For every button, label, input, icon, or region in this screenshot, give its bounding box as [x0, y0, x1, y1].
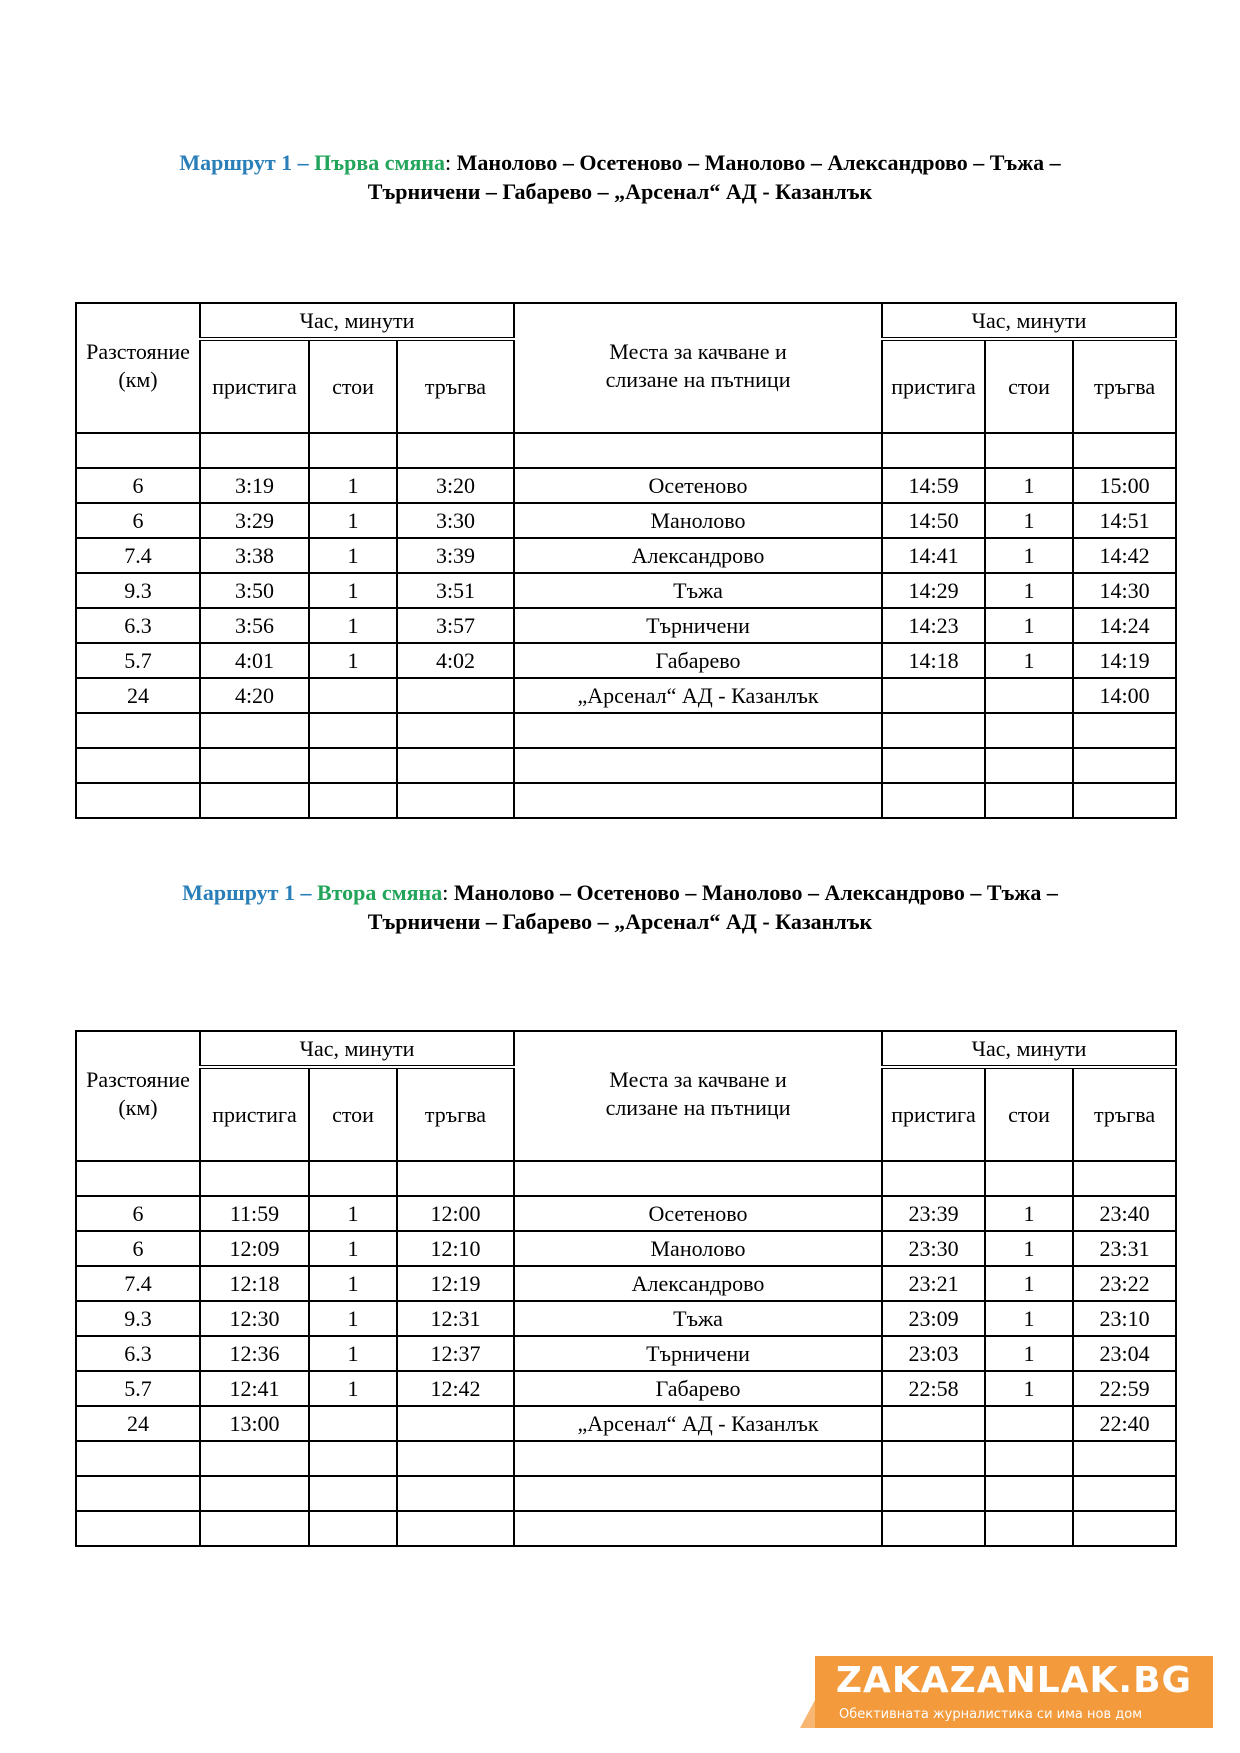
- return-stays-cell: 1: [985, 573, 1073, 608]
- stays-cell: [309, 1406, 397, 1441]
- arrives-header-right: пристига: [882, 1067, 985, 1161]
- stays-cell: 1: [309, 1266, 397, 1301]
- table-row: [76, 608, 1176, 643]
- stays-cell: 1: [309, 538, 397, 573]
- table-row: [76, 538, 1176, 573]
- header-row-1: [76, 303, 1176, 339]
- empty-cell: [309, 1161, 397, 1196]
- empty-cell: [200, 433, 309, 468]
- watermark-fold-icon: [800, 1700, 815, 1728]
- return-departs-cell: 14:24: [1073, 608, 1176, 643]
- empty-cell: [1073, 433, 1176, 468]
- places-header-line2: слизане на пътници: [605, 1095, 791, 1120]
- distance-cell: 6: [76, 1196, 200, 1231]
- empty-cell: [985, 1511, 1073, 1546]
- place-cell: „Арсенал“ АД - Казанлък: [514, 1406, 882, 1441]
- route-label: Маршрут 1: [182, 880, 295, 905]
- empty-cell: [882, 1511, 985, 1546]
- stays-cell: 1: [309, 608, 397, 643]
- empty-row: [76, 1511, 1176, 1546]
- return-departs-cell: 14:51: [1073, 503, 1176, 538]
- return-arrives-cell: 14:18: [882, 643, 985, 678]
- empty-cell: [985, 1161, 1073, 1196]
- title-colon: :: [442, 880, 449, 905]
- empty-cell: [985, 1441, 1073, 1476]
- distance-header-line2: (км): [118, 1095, 158, 1120]
- place-cell: Габарево: [514, 1371, 882, 1406]
- route-dash: –: [294, 880, 317, 905]
- return-departs-cell: 15:00: [1073, 468, 1176, 503]
- distance-header: [76, 1031, 200, 1161]
- arrives-cell: 12:30: [200, 1301, 309, 1336]
- watermark-logo: [815, 1656, 1213, 1728]
- empty-cell: [882, 1441, 985, 1476]
- return-arrives-cell: 23:03: [882, 1336, 985, 1371]
- empty-cell: [76, 748, 200, 783]
- route-title-second-shift: [0, 878, 1240, 936]
- empty-cell: [514, 748, 882, 783]
- return-stays-cell: 1: [985, 468, 1073, 503]
- return-stays-cell: 1: [985, 1266, 1073, 1301]
- return-stays-cell: 1: [985, 1336, 1073, 1371]
- departs-cell: 3:57: [397, 608, 514, 643]
- distance-cell: 7.4: [76, 1266, 200, 1301]
- empty-cell: [882, 713, 985, 748]
- empty-row: [76, 1441, 1176, 1476]
- empty-cell: [309, 1476, 397, 1511]
- table-row: [76, 1406, 1176, 1441]
- watermark-site-name: ZAKAZANLAK.BG: [835, 1660, 1193, 1701]
- return-stays-cell: [985, 678, 1073, 713]
- return-arrives-cell: 14:59: [882, 468, 985, 503]
- stays-header-left: стои: [309, 1067, 397, 1161]
- place-cell: Търничени: [514, 1336, 882, 1371]
- return-arrives-cell: 14:23: [882, 608, 985, 643]
- empty-cell: [514, 1511, 882, 1546]
- return-arrives-cell: 14:29: [882, 573, 985, 608]
- empty-cell: [76, 713, 200, 748]
- distance-cell: 6.3: [76, 608, 200, 643]
- return-departs-cell: 23:10: [1073, 1301, 1176, 1336]
- place-cell: Търничени: [514, 608, 882, 643]
- schedule-table-first-shift: [75, 302, 1177, 819]
- stays-cell: 1: [309, 1336, 397, 1371]
- departs-cell: 12:10: [397, 1231, 514, 1266]
- route-stops-line2: Търничени – Габарево – „Арсенал“ АД - Казанлък: [367, 179, 873, 204]
- watermark-tagline: Обективната журналистика си има нов дом: [839, 1707, 1142, 1722]
- empty-cell: [1073, 713, 1176, 748]
- return-arrives-cell: 22:58: [882, 1371, 985, 1406]
- stays-cell: 1: [309, 1371, 397, 1406]
- empty-cell: [309, 783, 397, 818]
- empty-cell: [514, 1441, 882, 1476]
- table-row: [76, 643, 1176, 678]
- stays-cell: 1: [309, 573, 397, 608]
- distance-cell: 9.3: [76, 1301, 200, 1336]
- table-row: [76, 573, 1176, 608]
- distance-header: [76, 303, 200, 433]
- arrives-cell: 12:18: [200, 1266, 309, 1301]
- empty-cell: [1073, 1511, 1176, 1546]
- empty-cell: [397, 1511, 514, 1546]
- departs-cell: 12:00: [397, 1196, 514, 1231]
- arrives-cell: 3:29: [200, 503, 309, 538]
- empty-cell: [76, 783, 200, 818]
- route-dash: –: [292, 150, 315, 175]
- empty-cell: [397, 783, 514, 818]
- return-departs-cell: 14:19: [1073, 643, 1176, 678]
- empty-cell: [309, 713, 397, 748]
- arrives-cell: 3:19: [200, 468, 309, 503]
- empty-cell: [309, 748, 397, 783]
- departs-header-right: тръгва: [1073, 339, 1176, 433]
- empty-cell: [514, 783, 882, 818]
- departs-cell: 12:42: [397, 1371, 514, 1406]
- distance-header-line2: (км): [118, 367, 158, 392]
- route-stops-line2: Търничени – Габарево – „Арсенал“ АД - Казанлък: [367, 909, 873, 934]
- empty-cell: [985, 1476, 1073, 1511]
- departs-cell: 3:30: [397, 503, 514, 538]
- empty-cell: [200, 1441, 309, 1476]
- return-arrives-cell: [882, 678, 985, 713]
- distance-header-line1: Разстояние: [86, 1067, 190, 1092]
- empty-row: [76, 748, 1176, 783]
- empty-cell: [1073, 1476, 1176, 1511]
- return-stays-cell: 1: [985, 503, 1073, 538]
- distance-header-line1: Разстояние: [86, 339, 190, 364]
- arrives-cell: 4:01: [200, 643, 309, 678]
- empty-cell: [985, 713, 1073, 748]
- stays-cell: 1: [309, 468, 397, 503]
- empty-cell: [397, 713, 514, 748]
- departs-cell: [397, 678, 514, 713]
- empty-cell: [397, 748, 514, 783]
- time-header-right: Час, минути: [882, 1031, 1176, 1067]
- arrives-cell: 13:00: [200, 1406, 309, 1441]
- return-departs-cell: 23:40: [1073, 1196, 1176, 1231]
- empty-row: [76, 713, 1176, 748]
- return-stays-cell: [985, 1406, 1073, 1441]
- empty-cell: [1073, 748, 1176, 783]
- place-cell: Манолово: [514, 503, 882, 538]
- table-row: [76, 1196, 1176, 1231]
- distance-cell: 6: [76, 468, 200, 503]
- stays-cell: 1: [309, 1196, 397, 1231]
- empty-cell: [882, 1476, 985, 1511]
- return-departs-cell: 22:40: [1073, 1406, 1176, 1441]
- distance-cell: 24: [76, 678, 200, 713]
- departs-cell: [397, 1406, 514, 1441]
- empty-cell: [76, 1476, 200, 1511]
- arrives-cell: 11:59: [200, 1196, 309, 1231]
- stays-header-left: стои: [309, 339, 397, 433]
- arrives-header-left: пристига: [200, 1067, 309, 1161]
- empty-cell: [514, 713, 882, 748]
- return-departs-cell: 14:42: [1073, 538, 1176, 573]
- stays-cell: 1: [309, 503, 397, 538]
- place-cell: Осетеново: [514, 468, 882, 503]
- empty-cell: [76, 1161, 200, 1196]
- departs-header-right: тръгва: [1073, 1067, 1176, 1161]
- shift-label: Първа смяна: [314, 150, 446, 175]
- empty-cell: [882, 433, 985, 468]
- spacer-row: [76, 1161, 1176, 1196]
- place-cell: Осетеново: [514, 1196, 882, 1231]
- spacer-row: [76, 433, 1176, 468]
- return-departs-cell: 14:30: [1073, 573, 1176, 608]
- empty-cell: [76, 1511, 200, 1546]
- route-title-line1: [0, 148, 1240, 177]
- empty-cell: [200, 1476, 309, 1511]
- places-header-line1: Места за качване и: [609, 339, 787, 364]
- empty-cell: [985, 433, 1073, 468]
- distance-cell: 9.3: [76, 573, 200, 608]
- arrives-cell: 4:20: [200, 678, 309, 713]
- empty-cell: [200, 1511, 309, 1546]
- arrives-cell: 12:36: [200, 1336, 309, 1371]
- header-row-1: [76, 1031, 1176, 1067]
- places-header: [514, 1031, 882, 1161]
- table-row: [76, 1231, 1176, 1266]
- distance-cell: 5.7: [76, 643, 200, 678]
- empty-cell: [882, 783, 985, 818]
- route-stops-line1: Манолово – Осетеново – Манолово – Александрово – Тъжа –: [448, 880, 1058, 905]
- return-departs-cell: 23:31: [1073, 1231, 1176, 1266]
- time-header-left: Час, минути: [200, 303, 514, 339]
- empty-cell: [200, 713, 309, 748]
- stays-header-right: стои: [985, 1067, 1073, 1161]
- empty-row: [76, 1476, 1176, 1511]
- return-arrives-cell: 23:30: [882, 1231, 985, 1266]
- arrives-header-right: пристига: [882, 339, 985, 433]
- place-cell: Тъжа: [514, 1301, 882, 1336]
- return-arrives-cell: 14:50: [882, 503, 985, 538]
- arrives-cell: 12:09: [200, 1231, 309, 1266]
- empty-cell: [882, 1161, 985, 1196]
- stays-cell: 1: [309, 1231, 397, 1266]
- empty-cell: [514, 1161, 882, 1196]
- stays-cell: 1: [309, 643, 397, 678]
- empty-cell: [309, 1441, 397, 1476]
- departs-cell: 12:37: [397, 1336, 514, 1371]
- empty-cell: [397, 1441, 514, 1476]
- route-title-line1: [0, 878, 1240, 907]
- place-cell: Габарево: [514, 643, 882, 678]
- stays-header-right: стои: [985, 339, 1073, 433]
- table-row: [76, 503, 1176, 538]
- return-stays-cell: 1: [985, 538, 1073, 573]
- return-stays-cell: 1: [985, 608, 1073, 643]
- departs-cell: 12:31: [397, 1301, 514, 1336]
- arrives-header-left: пристига: [200, 339, 309, 433]
- return-stays-cell: 1: [985, 1301, 1073, 1336]
- distance-cell: 24: [76, 1406, 200, 1441]
- stays-cell: 1: [309, 1301, 397, 1336]
- departs-header-left: тръгва: [397, 1067, 514, 1161]
- places-header: [514, 303, 882, 433]
- distance-cell: 6: [76, 1231, 200, 1266]
- empty-cell: [76, 1441, 200, 1476]
- return-arrives-cell: 23:39: [882, 1196, 985, 1231]
- schedule-table-second-shift: [75, 1030, 1177, 1547]
- empty-cell: [1073, 783, 1176, 818]
- table-row: [76, 468, 1176, 503]
- title-colon: :: [445, 150, 452, 175]
- departs-header-left: тръгва: [397, 339, 514, 433]
- route-stops-line1: Манолово – Осетеново – Манолово – Александрово – Тъжа –: [451, 150, 1061, 175]
- empty-cell: [985, 748, 1073, 783]
- return-stays-cell: 1: [985, 1196, 1073, 1231]
- table-row: [76, 1266, 1176, 1301]
- empty-cell: [985, 783, 1073, 818]
- return-arrives-cell: 23:09: [882, 1301, 985, 1336]
- empty-cell: [882, 748, 985, 783]
- arrives-cell: 3:50: [200, 573, 309, 608]
- return-departs-cell: 23:22: [1073, 1266, 1176, 1301]
- departs-cell: 3:39: [397, 538, 514, 573]
- empty-cell: [397, 1161, 514, 1196]
- arrives-cell: 3:38: [200, 538, 309, 573]
- empty-cell: [1073, 1441, 1176, 1476]
- time-header-right: Час, минути: [882, 303, 1176, 339]
- return-departs-cell: 22:59: [1073, 1371, 1176, 1406]
- stays-cell: [309, 678, 397, 713]
- table-row: [76, 1336, 1176, 1371]
- places-header-line2: слизане на пътници: [605, 367, 791, 392]
- empty-cell: [309, 433, 397, 468]
- empty-cell: [200, 748, 309, 783]
- empty-cell: [200, 1161, 309, 1196]
- empty-cell: [514, 1476, 882, 1511]
- return-stays-cell: 1: [985, 1371, 1073, 1406]
- distance-cell: 5.7: [76, 1371, 200, 1406]
- departs-cell: 3:20: [397, 468, 514, 503]
- return-departs-cell: 14:00: [1073, 678, 1176, 713]
- return-stays-cell: 1: [985, 1231, 1073, 1266]
- empty-cell: [397, 1476, 514, 1511]
- empty-cell: [514, 433, 882, 468]
- place-cell: Манолово: [514, 1231, 882, 1266]
- departs-cell: 3:51: [397, 573, 514, 608]
- distance-cell: 6: [76, 503, 200, 538]
- return-departs-cell: 23:04: [1073, 1336, 1176, 1371]
- time-header-left: Час, минути: [200, 1031, 514, 1067]
- return-arrives-cell: 23:21: [882, 1266, 985, 1301]
- place-cell: Тъжа: [514, 573, 882, 608]
- place-cell: Александрово: [514, 538, 882, 573]
- arrives-cell: 3:56: [200, 608, 309, 643]
- empty-cell: [309, 1511, 397, 1546]
- departs-cell: 12:19: [397, 1266, 514, 1301]
- return-arrives-cell: 14:41: [882, 538, 985, 573]
- return-arrives-cell: [882, 1406, 985, 1441]
- table-row: [76, 1371, 1176, 1406]
- empty-row: [76, 783, 1176, 818]
- empty-cell: [76, 433, 200, 468]
- places-header-line1: Места за качване и: [609, 1067, 787, 1092]
- table-row: [76, 678, 1176, 713]
- return-stays-cell: 1: [985, 643, 1073, 678]
- empty-cell: [397, 433, 514, 468]
- place-cell: „Арсенал“ АД - Казанлък: [514, 678, 882, 713]
- arrives-cell: 12:41: [200, 1371, 309, 1406]
- distance-cell: 7.4: [76, 538, 200, 573]
- table-row: [76, 1301, 1176, 1336]
- shift-label: Втора смяна: [316, 880, 443, 905]
- place-cell: Александрово: [514, 1266, 882, 1301]
- route-title-first-shift: [0, 148, 1240, 206]
- distance-cell: 6.3: [76, 1336, 200, 1371]
- empty-cell: [1073, 1161, 1176, 1196]
- empty-cell: [200, 783, 309, 818]
- departs-cell: 4:02: [397, 643, 514, 678]
- route-label: Маршрут 1: [179, 150, 293, 175]
